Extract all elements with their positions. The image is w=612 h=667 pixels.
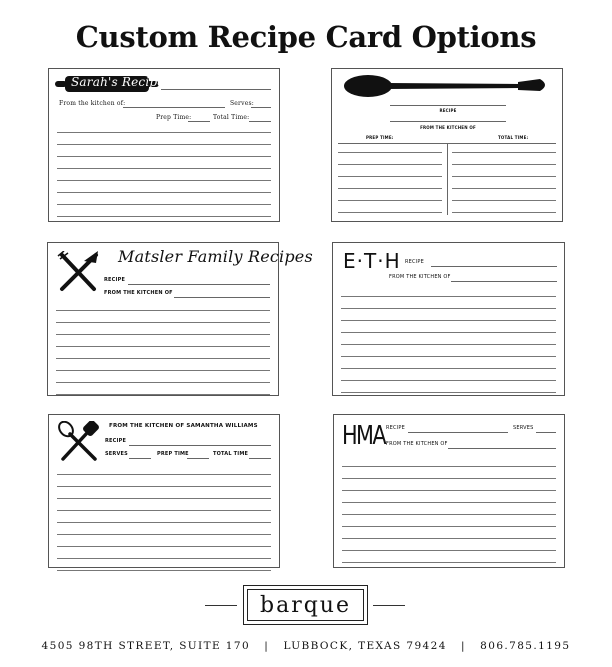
card-banner-text: Sarah's Recipe (71, 75, 165, 89)
recipe-label: RECIPE (439, 108, 457, 113)
serves-label: SERVES (513, 425, 534, 431)
footer-city: LUBBOCK, TEXAS 79424 (283, 640, 447, 652)
spoon-icon (344, 71, 554, 101)
monogram: E·T·H (343, 249, 401, 273)
from-kitchen-label: FROM THE KITCHEN OF (389, 274, 451, 280)
writing-lines-right (452, 141, 556, 213)
recipe-label: RECIPE (105, 438, 127, 444)
logo-text: barque (247, 589, 364, 621)
footer-phone: 806.785.1195 (480, 640, 571, 652)
total-time-label: Total Time: (213, 114, 250, 121)
writing-lines (56, 299, 270, 395)
writing-lines (57, 121, 271, 217)
recipe-card-6 (333, 414, 565, 568)
card-title: FROM THE KITCHEN OF SAMANTHA WILLIAMS (109, 423, 258, 429)
total-time-label: TOTAL TIME: (498, 135, 529, 140)
recipe-card-1 (48, 68, 280, 222)
writing-lines (341, 285, 556, 393)
whisk-spatula-icon (57, 421, 103, 463)
prep-time-label: PREP TIME: (366, 135, 394, 140)
footer-address: 4505 98TH STREET, SUITE 170 (41, 640, 251, 652)
fork-knife-icon (56, 251, 102, 293)
prep-time-label: PREP TIME (157, 451, 189, 457)
writing-lines-left (338, 141, 442, 213)
monogram: HMA (342, 421, 386, 451)
recipe-label: RECIPE (405, 259, 424, 265)
recipe-card-5 (48, 414, 280, 568)
from-kitchen-label: FROM THE KITCHEN OF (104, 290, 173, 296)
footer-separator: | (254, 640, 279, 652)
total-time-label: TOTAL TIME (213, 451, 249, 457)
from-kitchen-label: FROM THE KITCHEN OF (386, 441, 448, 447)
footer-separator: | (451, 640, 476, 652)
recipe-card-4 (332, 242, 565, 396)
from-kitchen-label: From the kitchen of: (59, 100, 126, 107)
recipe-card-3 (47, 242, 313, 396)
from-kitchen-label: FROM THE KITCHEN OF (420, 125, 476, 130)
serves-label: Serves: (230, 100, 254, 107)
recipe-label: RECIPE (104, 277, 126, 283)
recipe-label: RECIPE (386, 425, 405, 431)
brand-logo (205, 585, 405, 627)
footer-contact (0, 640, 612, 652)
prep-time-label: Prep Time: (156, 114, 192, 121)
recipe-card-2 (331, 68, 563, 222)
serves-label: SERVES (105, 451, 128, 457)
writing-lines (342, 455, 556, 563)
card-title: Matsler Family Recipes (118, 247, 313, 266)
writing-lines (57, 463, 271, 571)
page-title: Custom Recipe Card Options (75, 20, 537, 54)
